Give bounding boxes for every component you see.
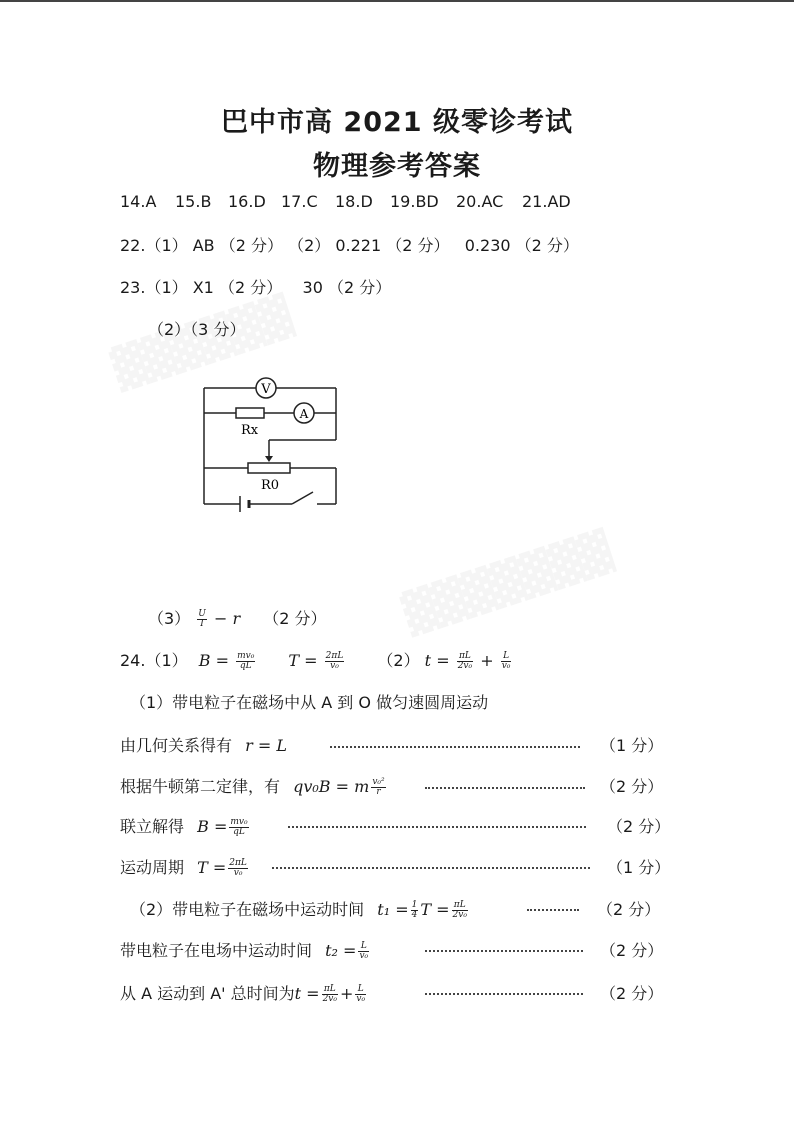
step-fraction-2 [355, 985, 366, 1005]
step-score: （2 分） [600, 777, 664, 796]
exam-subtitle: 物理参考答案 [313, 151, 481, 182]
step-score: （2 分） [600, 941, 664, 960]
q24-step [120, 814, 251, 837]
step-formula: t₂ = [325, 941, 357, 960]
q24-ans3-frac1 [457, 652, 473, 672]
frac-numerator: πL [452, 901, 468, 911]
circuit-diagram [195, 372, 345, 512]
frac-numerator: πL [457, 652, 473, 662]
q24-ans1-frac [236, 652, 255, 672]
choice-answer: 14.A [120, 192, 157, 211]
step-text: 根据牛顿第二定律，有 [120, 777, 281, 796]
q24-ans3-lhs: t = [424, 651, 450, 670]
frac-denominator: qL [239, 661, 252, 671]
ammeter-label: A [299, 407, 309, 421]
q24-ans2-lhs: T = [288, 651, 318, 670]
q24-step [120, 855, 250, 878]
q24-summary [120, 648, 513, 671]
frac-denominator: v₀ [359, 951, 369, 961]
q24-intro: （1）带电粒子在磁场中从 A 到 O 做匀速圆周运动 [130, 693, 489, 712]
q24-part2-label: （2） [377, 651, 420, 670]
step-formula: qv₀B = m [293, 777, 370, 796]
step-text: 运动周期 [120, 858, 185, 877]
frac-denominator: v₀ [330, 661, 339, 671]
dotted-leader [330, 746, 580, 748]
frac-denominator: I [200, 619, 204, 629]
q23-part1: 23.（1） X1 （2 分） 30 （2 分） [120, 278, 392, 297]
plus-sign: + [339, 984, 354, 1003]
q22-answer: 22.（1） AB （2 分） （2） 0.221 （2 分） 0.230 （2 分） [120, 236, 579, 255]
frac-numerator: v₀² [372, 776, 385, 787]
plus-sign: + [480, 651, 494, 670]
frac-denominator: v₀ [233, 868, 243, 878]
frac-numerator: mv₀ [230, 816, 248, 827]
step-fraction [322, 985, 338, 1005]
frac-numerator: 2πL [325, 650, 344, 661]
frac-denominator: 2v₀ [322, 994, 337, 1004]
q24-step [130, 897, 470, 920]
choice-answer: 17.C [281, 192, 318, 211]
q24-ans3-frac2 [501, 652, 512, 672]
step-formula: t = [294, 984, 320, 1003]
rx-label: Rx [241, 423, 259, 438]
step-text: 由几何关系得有 [120, 736, 233, 755]
frac-numerator: mv₀ [237, 650, 255, 661]
step-formula: t₁ = [377, 900, 409, 919]
step-score: （2 分） [597, 900, 661, 919]
step-formula: r = L [245, 736, 287, 755]
top-border-line [0, 0, 794, 2]
dotted-leader [288, 826, 586, 828]
choice-answer: 15.B [175, 192, 212, 211]
step-fraction [452, 901, 468, 921]
frac-denominator: v₀ [501, 661, 511, 671]
q23-part3 [148, 606, 326, 629]
dotted-leader [425, 993, 583, 995]
choice-answer: 20.AC [456, 192, 504, 211]
step-text: （2）带电粒子在磁场中运动时间 [130, 900, 365, 919]
dotted-leader [527, 909, 579, 911]
q23-fraction [197, 610, 207, 630]
dotted-leader [272, 867, 590, 869]
step-formula: T = [197, 858, 227, 877]
frac-numerator: 1 [411, 899, 418, 910]
step-fraction [371, 778, 385, 798]
choice-answer: 18.D [335, 192, 373, 211]
frac-denominator: 4 [411, 910, 418, 920]
q23-part3-prefix: （3） [148, 609, 191, 628]
voltmeter-label: V [261, 382, 271, 397]
frac-numerator: πL [322, 985, 338, 995]
choice-answer: 21.AD [522, 192, 571, 211]
dotted-leader [425, 787, 585, 789]
q23-part2: （2）（3 分） [148, 320, 246, 339]
q24-ans2-frac [325, 652, 345, 672]
frac-denominator: qL [233, 827, 245, 837]
q24-step [120, 733, 287, 756]
q23-part3-score: （2 分） [263, 609, 327, 628]
step-text: 带电粒子在电场中运动时间 [120, 941, 313, 960]
step-formula: B = [197, 817, 228, 836]
q23-formula-rest: − r [213, 609, 241, 628]
step-score: （2 分） [600, 984, 664, 1003]
frac-denominator: r [376, 787, 381, 797]
step-score: （1 分） [607, 858, 671, 877]
frac-numerator: L [501, 652, 512, 662]
q24-step [120, 938, 371, 961]
frac-numerator: L [355, 985, 366, 995]
frac-numerator: U [198, 608, 206, 619]
q24-step [120, 774, 388, 797]
step-fraction [228, 859, 248, 879]
frac-numerator: L [358, 942, 369, 952]
r0-label: R0 [261, 478, 280, 493]
q24-label: 24.（1） [120, 651, 188, 670]
watermark-right [398, 528, 617, 638]
frac-denominator: 2v₀ [452, 910, 467, 920]
step-text: 从 A 运动到 A' 总时间为 [120, 984, 295, 1003]
step-score: （1 分） [600, 736, 664, 755]
step-formula-mid: T = [420, 900, 450, 919]
step-coefficient [411, 901, 419, 921]
frac-numerator: 2πL [229, 857, 247, 868]
choice-answer: 19.BD [390, 192, 439, 211]
exam-title: 巴中市高 2021 级零诊考试 [221, 107, 573, 138]
q24-step [120, 981, 368, 1004]
step-score: （2 分） [607, 817, 671, 836]
step-text: 联立解得 [120, 817, 185, 836]
frac-denominator: v₀ [356, 994, 366, 1004]
choice-answer: 16.D [228, 192, 266, 211]
step-fraction [229, 818, 248, 838]
step-fraction [358, 942, 369, 962]
q24-ans1-lhs: B = [198, 651, 229, 670]
frac-denominator: 2v₀ [457, 661, 473, 671]
dotted-leader [425, 950, 583, 952]
